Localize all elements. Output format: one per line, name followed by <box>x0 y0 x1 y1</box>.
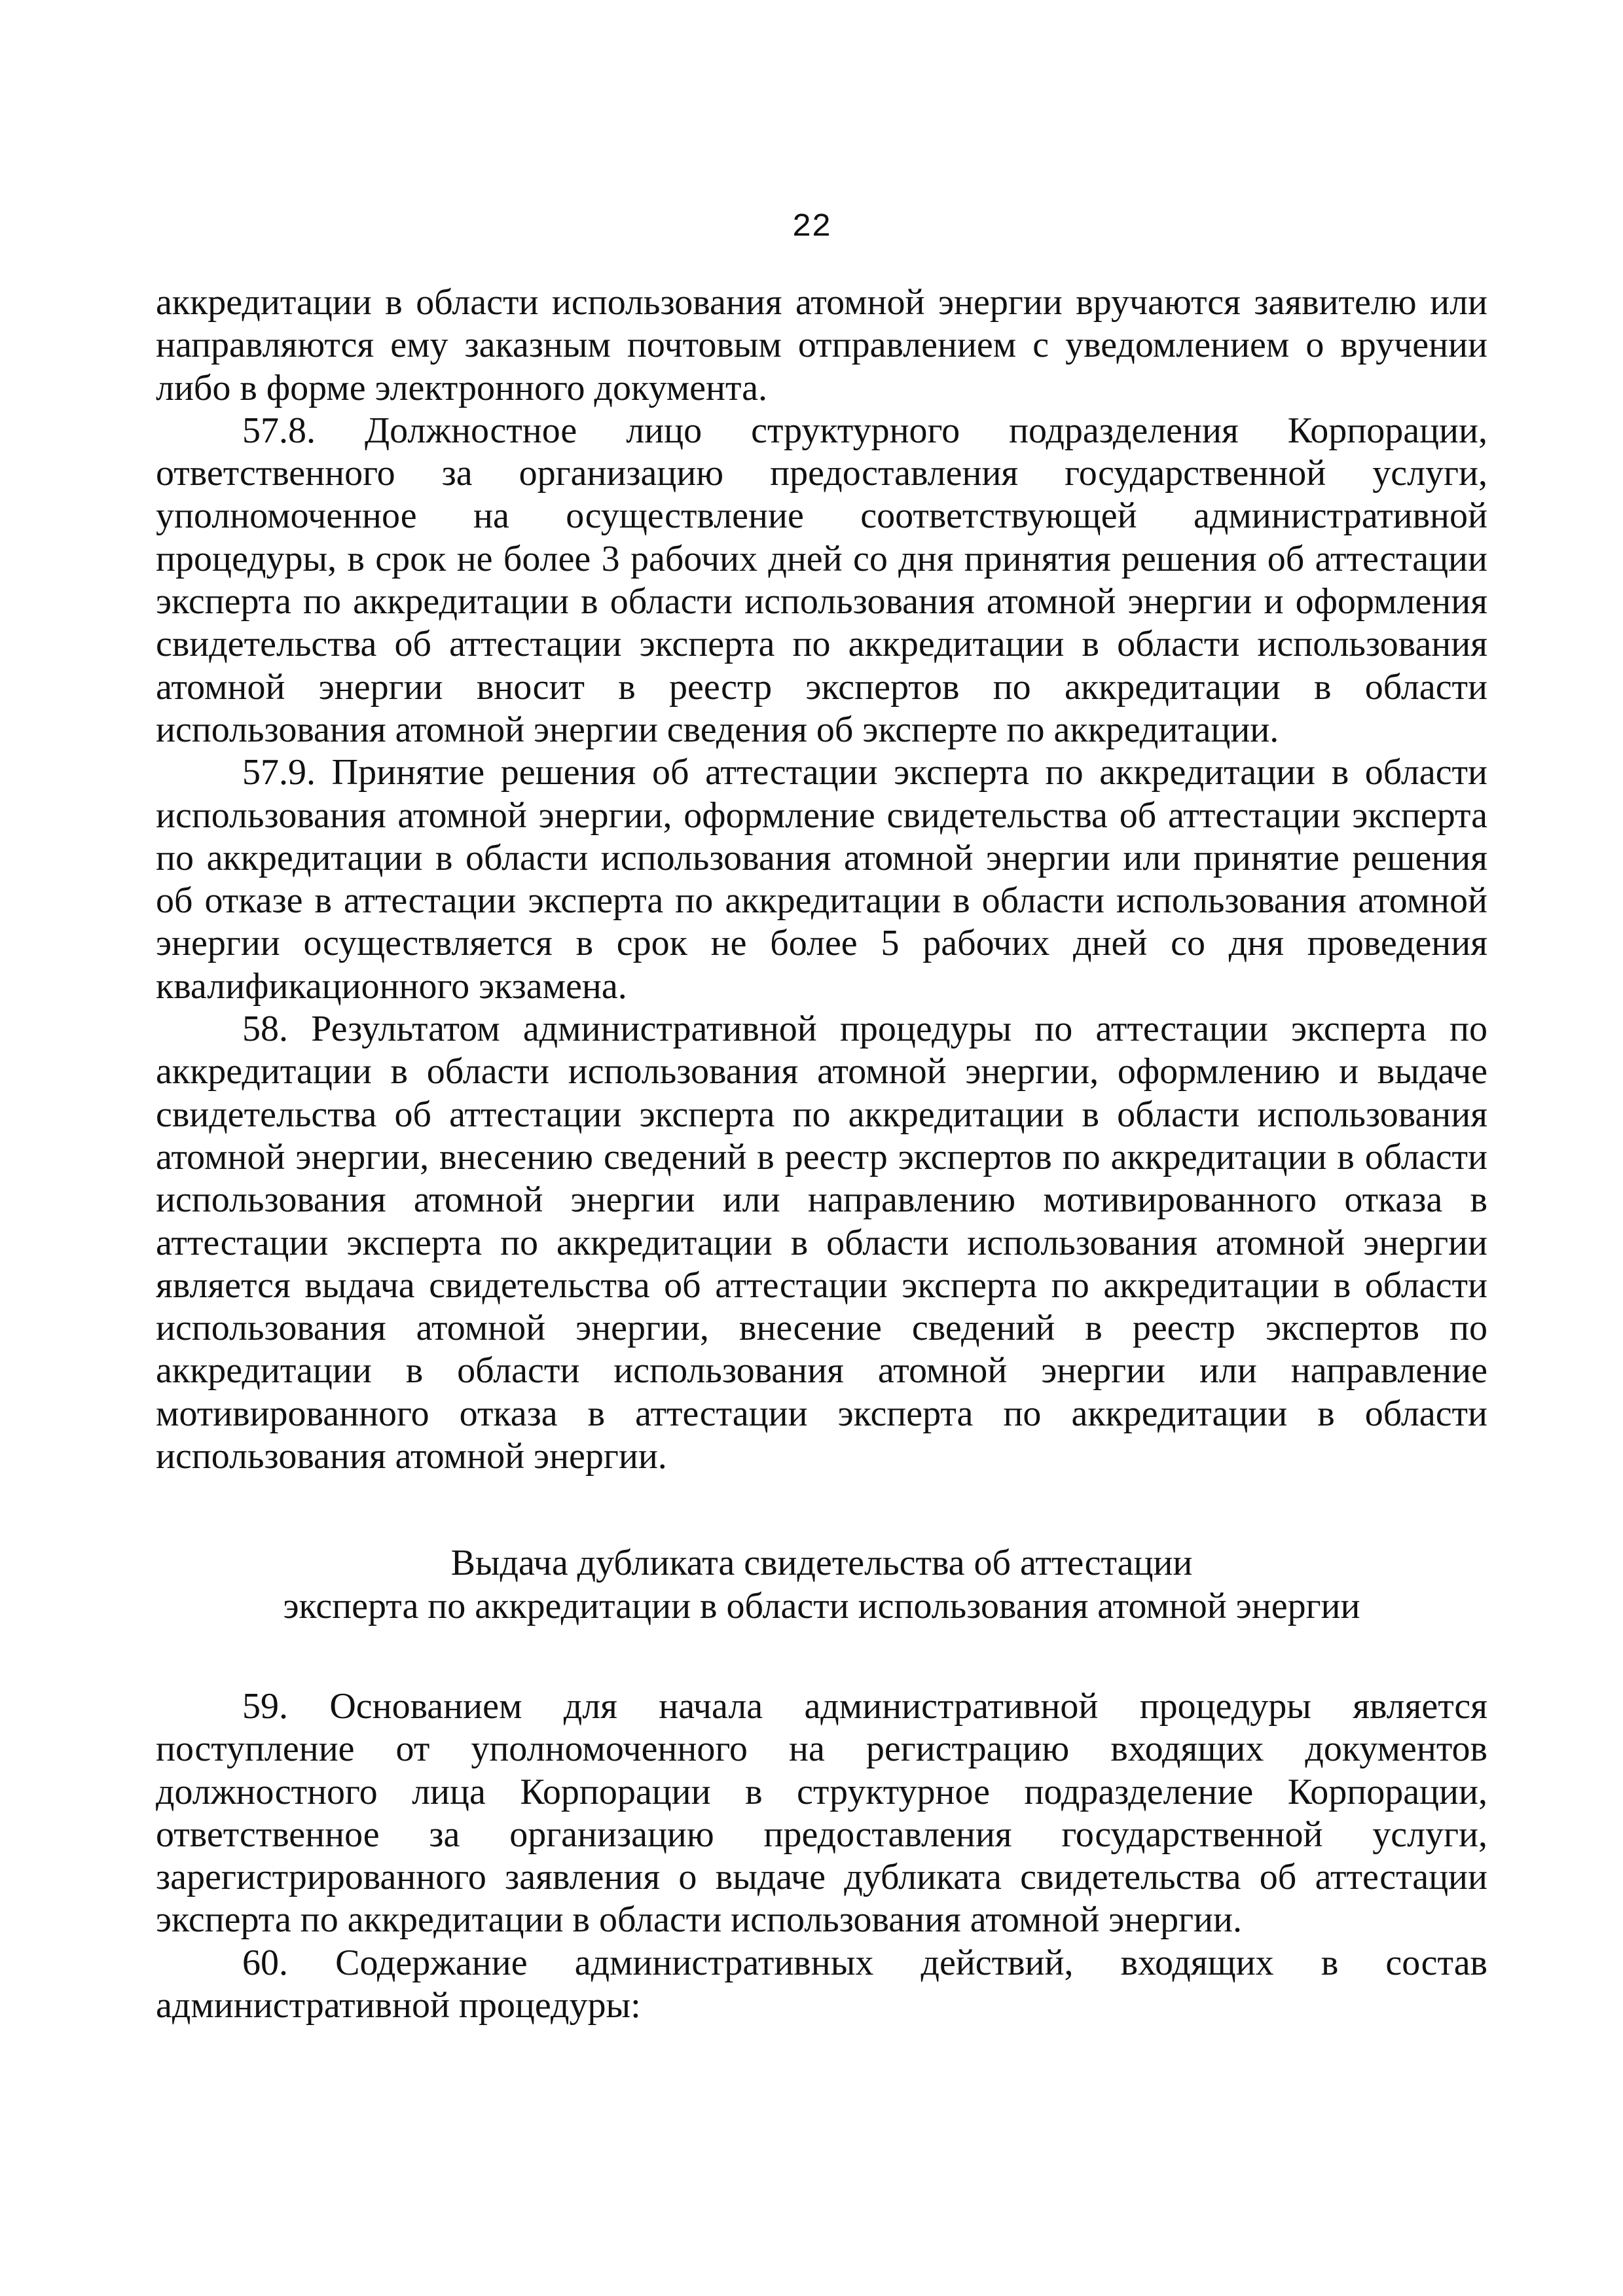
section-heading-line-1: Выдача дубликата свидетельства об аттестации <box>450 1543 1193 1584</box>
paragraph-continuation: аккредитации в области использования атомной энергии вручаются заявителю или направляются ему заказным почтовым отправлением с уведомлением о вручении либо в форме электронного документа. <box>156 282 1487 408</box>
paragraph-60: 60. Содержание административных действий, входящих в состав административной процедуры: <box>156 1942 1487 2026</box>
paragraph-58: 58. Результатом административной процедуры по аттестации эксперта по аккредитации в области использования атомной энергии, оформлению и выдаче свидетельства об аттестации эксперта по аккредитации в области использования атомной энергии, внесению сведений в реестр экспертов по аккредитации в области использования атомной энергии или направлению мотивированного отказа в аттестации эксперта по аккредитации в области использования атомной энергии является выдача свидетельства об аттестации эксперта по аккредитации в области использования атомной энергии, внесение сведений в реестр экспертов по аккредитации в области использования атомной энергии или направление мотивированного отказа в аттестации эксперта по аккредитации в области использования атомной энергии. <box>156 1009 1487 1477</box>
paragraph-59: 59. Основанием для начала административной процедуры является поступление от уполномоченного на регистрацию входящих документов должностного лица Корпорации в структурное подразделение Корпорации, ответственное за организацию предоставления государственной услуги, зарегистрированного заявления о выдаче дубликата свидетельства об аттестации эксперта по аккредитации в области использования атомной энергии. <box>156 1685 1487 1941</box>
document-body <box>156 281 1487 2027</box>
page-number: 22 <box>792 209 831 246</box>
paragraph-57-8: 57.8. Должностное лицо структурного подразделения Корпорации, ответственного за организацию предоставления государственной услуги, уполномоченное на осуществление соответствующей административной процедуры, в срок не более 3 рабочих дней со дня принятия решения об аттестации эксперта по аккредитации в области использования атомной энергии и оформления свидетельства об аттестации эксперта по аккредитации в области использования атомной энергии вносит в реестр экспертов по аккредитации в области использования атомной энергии сведения об эксперте по аккредитации. <box>156 410 1487 750</box>
section-heading <box>156 1542 1487 1628</box>
section-heading-line-2: эксперта по аккредитации в области использования атомной энергии <box>283 1585 1360 1626</box>
paragraph-57-9: 57.9. Принятие решения об аттестации эксперта по аккредитации в области использования атомной энергии, оформление свидетельства об аттестации эксперта по аккредитации в области использования атомной энергии или принятие решения об отказе в аттестации эксперта по аккредитации в области использования атомной энергии осуществляется в срок не более 5 рабочих дней со дня проведения квалификационного экзамена. <box>156 752 1487 1007</box>
